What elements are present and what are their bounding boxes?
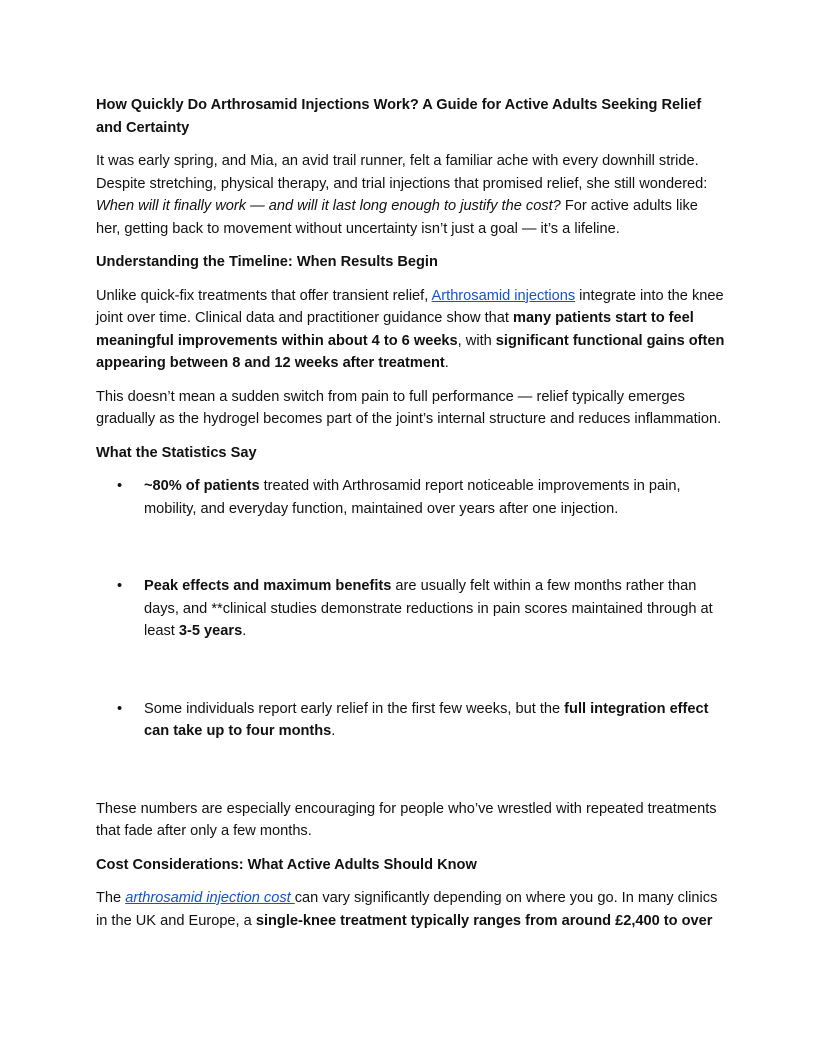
list-item: • Some individuals report early relief in the first few weeks, but the full integration effect can take up to four months. [96,698,726,743]
cost-paragraph: The arthrosamid injection cost can vary significantly depending on where you go. In many clinics in the UK and Europe, a single-knee treatment typically ranges from around £2,400 to over [96,890,718,929]
arthrosamid-injection-cost-link[interactable]: arthrosamid injection cost [125,890,295,906]
bullet-icon: • [117,700,123,717]
document-title: How Quickly Do Arthrosamid Injections Work? A Guide for Active Adults Seeking Relief and Certainty [96,97,702,136]
section-heading-cost: Cost Considerations: What Active Adults Should Know [96,856,477,873]
gradual-relief-paragraph: This doesn’t mean a sudden switch from pain to full performance — relief typically emerges gradually as the hydrogel becomes part of the joint’s internal structure and reduces inflammation. [96,388,722,427]
arthrosamid-injections-link[interactable]: Arthrosamid injections [431,287,576,304]
list-item: • Peak effects and maximum benefits are usually felt within a few months rather than days, and **clinical studies demonstrate reductions in pain scores maintained through at least 3-5 years. [96,575,726,643]
intro-question: When will it finally work — and will it last long enough to justify the cost? [96,198,561,214]
section-heading-statistics: What the Statistics Say [96,444,257,461]
intro-paragraph: It was early spring, and Mia, an avid trail runner, felt a familiar ache with every downhill stride. Despite stretching, physical therapy, and trial injections that promised relief, she still wondered: When will it finally work — and will it last long enough to justify the cost? For active adults like her, getting back to movement without uncertainty isn’t just a goal — it’s a lifeline. [96,153,708,237]
statistics-summary-paragraph: These numbers are especially encouraging for people who’ve wrestled with repeated treatments that fade after only a few months. [96,800,717,839]
bullet-icon: • [117,478,123,494]
section-heading-timeline: Understanding the Timeline: When Results Begin [96,254,438,270]
document-body [96,94,726,943]
bullet-icon: • [117,578,123,594]
statistics-list [96,475,726,743]
list-item: • ~80% of patients treated with Arthrosamid report noticeable improvements in pain, mobility, and everyday function, maintained over years after one injection. [96,475,726,520]
timeline-paragraph: Unlike quick-fix treatments that offer transient relief, Arthrosamid injections integrate into the knee joint over time. Clinical data and practitioner guidance show that many patients start to feel meaningful improvements within about 4 to 6 weeks, with significant functional gains often appearing between 8 and 12 weeks after treatment. [96,287,725,371]
